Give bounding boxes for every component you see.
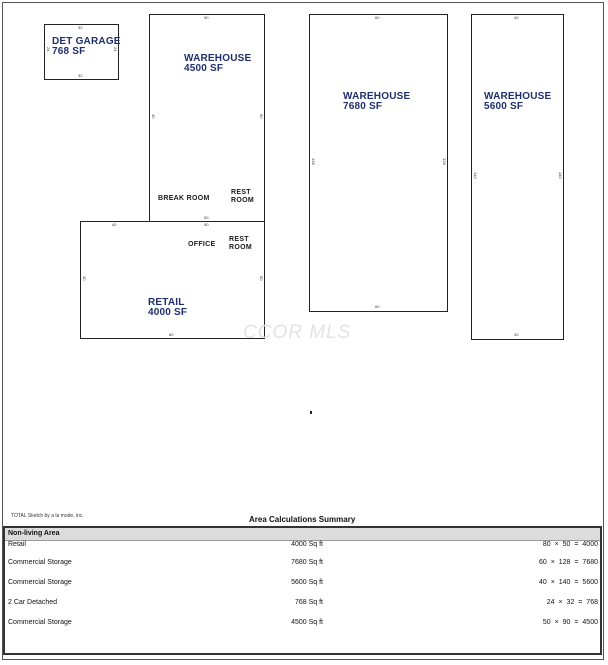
row-area: 4500 Sq ft bbox=[291, 619, 323, 626]
table-row bbox=[5, 579, 600, 589]
rest-room-lower-label: REST ROOM bbox=[229, 236, 252, 251]
rest-room-upper-label: REST ROOM bbox=[231, 189, 254, 204]
retail-dim-divider: 50 bbox=[204, 215, 209, 220]
row-area: 5600 Sq ft bbox=[291, 579, 323, 586]
row-area: 7680 Sq ft bbox=[291, 559, 323, 566]
table-row bbox=[5, 599, 600, 609]
mls-watermark: CCOR MLS bbox=[243, 322, 352, 343]
warehouse-4500-dim-right: 50 bbox=[259, 114, 264, 119]
break-room-label: BREAK ROOM bbox=[158, 195, 210, 202]
row-calc: 50 × 90 = 4500 bbox=[542, 619, 598, 626]
table-row bbox=[5, 559, 600, 569]
garage-dim-bottom: 32 bbox=[78, 73, 83, 78]
row-area: 768 Sq ft bbox=[294, 599, 323, 606]
retail-dim-top-left: 40 bbox=[112, 222, 117, 227]
warehouse-5600-outline bbox=[471, 14, 564, 340]
garage-name: DET GARAGE bbox=[52, 36, 121, 47]
row-name: Commercial Storage bbox=[8, 559, 72, 566]
area-summary-table bbox=[3, 526, 602, 655]
warehouse-4500-area: 4500 SF bbox=[184, 63, 224, 74]
warehouse-7680-area: 7680 SF bbox=[343, 101, 383, 112]
warehouse-7680-dim-bottom: 60 bbox=[375, 304, 380, 309]
garage-area: 768 SF bbox=[52, 46, 86, 57]
warehouse-4500-dim-left: 40 bbox=[151, 114, 156, 119]
warehouse-5600-dim-top: 40 bbox=[514, 15, 519, 20]
row-name: Commercial Storage bbox=[8, 579, 72, 586]
row-area: 4000 Sq ft bbox=[291, 541, 323, 548]
warehouse-7680-dim-top: 60 bbox=[375, 15, 380, 20]
summary-section-label: Non-living Area bbox=[8, 530, 60, 537]
warehouse-4500-dim-top: 90 bbox=[204, 15, 209, 20]
office-label: OFFICE bbox=[188, 241, 216, 248]
warehouse-5600-dim-bottom: 40 bbox=[514, 332, 519, 337]
row-name: Retail bbox=[8, 541, 26, 548]
retail-dim-right: 50 bbox=[259, 276, 264, 281]
warehouse-7680-name: WAREHOUSE bbox=[343, 91, 411, 102]
row-calc: 60 × 128 = 7680 bbox=[539, 559, 598, 566]
garage-dim-left: 24 bbox=[46, 47, 51, 52]
garage-dim-top: 32 bbox=[78, 25, 83, 30]
area-summary-title: Area Calculations Summary bbox=[249, 515, 356, 524]
retail-dim-top-right: 50 bbox=[204, 222, 209, 227]
warehouse-4500-name: WAREHOUSE bbox=[184, 53, 252, 64]
summary-section-header bbox=[5, 528, 600, 541]
warehouse-5600-name: WAREHOUSE bbox=[484, 91, 552, 102]
warehouse-7680-dim-left: 128 bbox=[311, 158, 316, 165]
row-name: 2 Car Detached bbox=[8, 599, 58, 606]
warehouse-7680-dim-right: 128 bbox=[442, 158, 447, 165]
warehouse-7680-outline bbox=[309, 14, 448, 312]
row-name: Commercial Storage bbox=[8, 619, 72, 626]
table-row bbox=[5, 619, 600, 629]
row-calc: 80 × 50 = 4000 bbox=[542, 541, 598, 548]
warehouse-5600-dim-left: 140 bbox=[473, 172, 478, 179]
table-row bbox=[5, 541, 600, 551]
sketch-credit: TOTAL Sketch by a la mode, inc. bbox=[11, 513, 84, 519]
scan-speck bbox=[310, 411, 312, 414]
retail-area: 4000 SF bbox=[148, 307, 188, 318]
warehouse-5600-area: 5600 SF bbox=[484, 101, 524, 112]
row-calc: 24 × 32 = 768 bbox=[546, 599, 598, 606]
retail-dim-bottom: 80 bbox=[169, 332, 174, 337]
row-calc: 40 × 140 = 5600 bbox=[539, 579, 598, 586]
garage-dim-right: 24 bbox=[113, 47, 118, 52]
retail-name: RETAIL bbox=[148, 297, 185, 308]
retail-dim-left: 40 bbox=[82, 276, 87, 281]
warehouse-5600-dim-right: 140 bbox=[558, 172, 563, 179]
